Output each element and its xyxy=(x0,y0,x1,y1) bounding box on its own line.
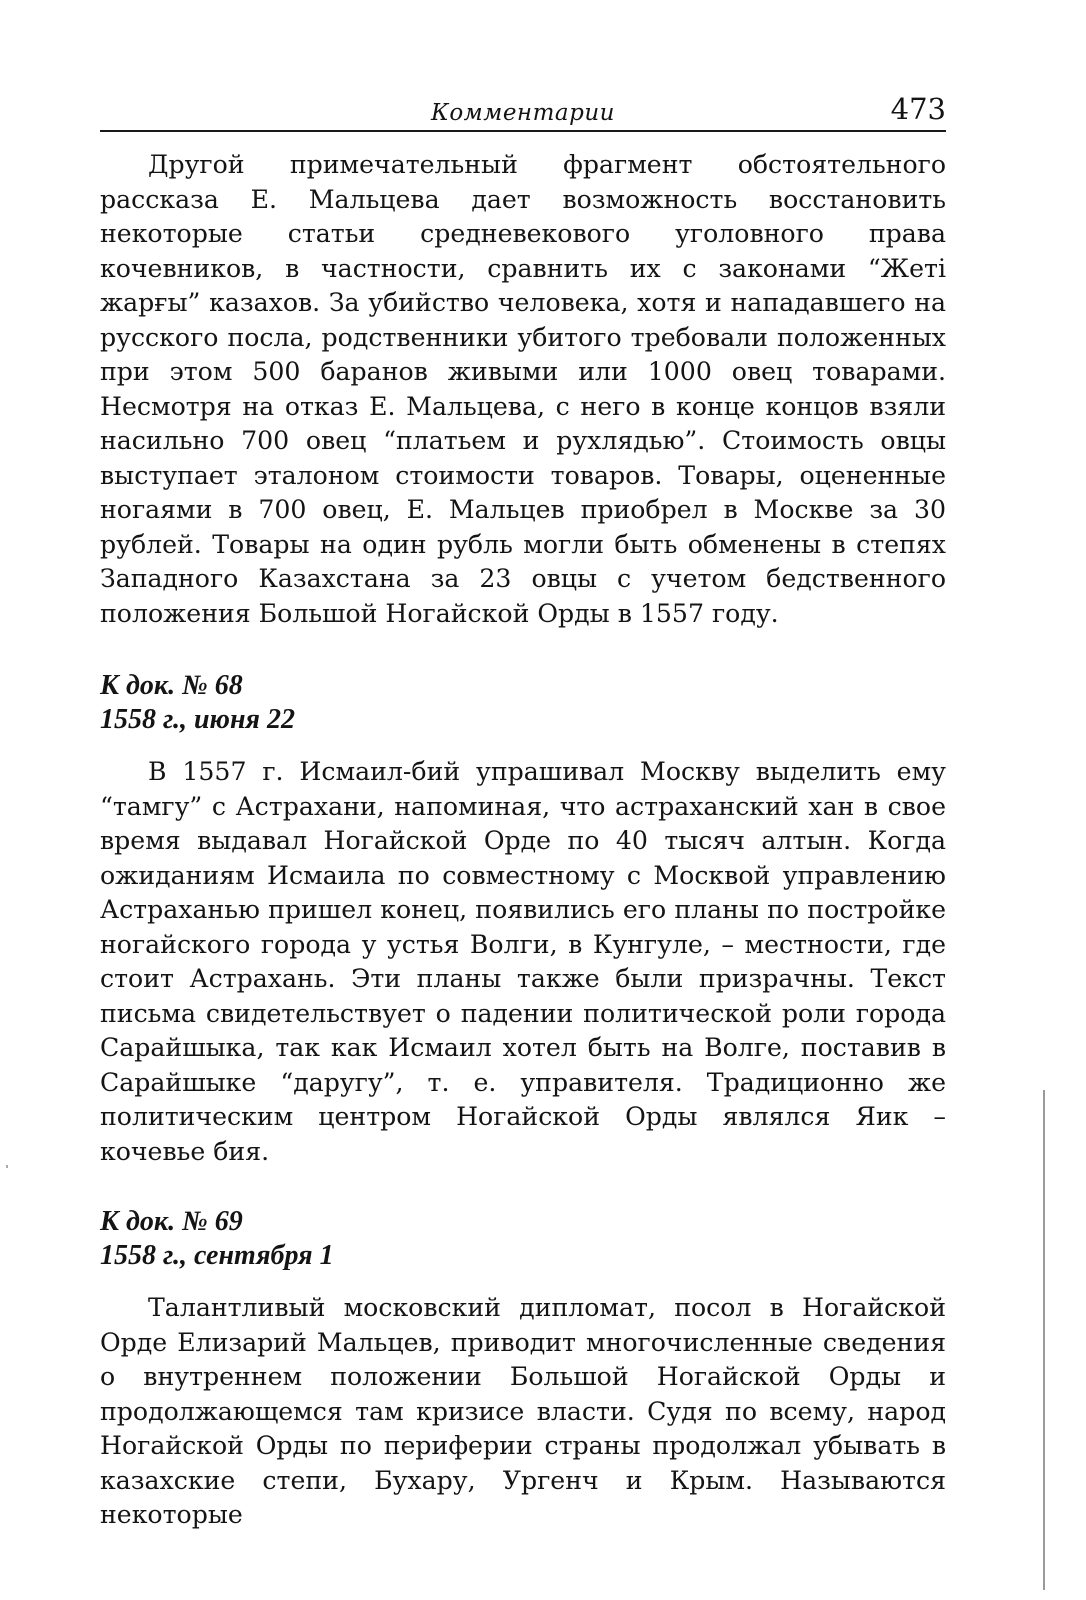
section-date-doc-69: 1558 г., сентября 1 xyxy=(100,1240,334,1271)
scan-speck xyxy=(6,1165,8,1168)
scan-edge-line xyxy=(1043,1090,1045,1590)
book-page xyxy=(100,86,946,1533)
running-header xyxy=(100,86,946,132)
section-heading-doc-69: К док. № 69 xyxy=(100,1206,243,1237)
paragraph-doc-68: В 1557 г. Исмаил-бий упрашивал Москву выделить ему “тамгу” с Астрахани, напоминая, что астраханский хан в свое время выдавал Ногайской Орде по 40 тысяч алтын. Когда ожиданиям Исмаила по совместному с Москвой управлению Астраханью пришел конец, появились его планы по постройке ногайского города у устья Волги, в Кунгуле, – местности, где стоит Астрахань. Эти планы также были призрачны. Текст письма свидетельствует о падении политической роли города Сарайшыка, так как Исмаил хотел быть на Волге, поставив в Сарайшыке “даругу”, т. е. управителя. Традиционно же политическим центром Ногайской Орды являлся Яик – кочевье бия. xyxy=(100,757,946,1166)
paragraph-intro: Другой примечательный фрагмент обстоятельного рассказа Е. Мальцева дает возможность восстановить некоторые статьи средневекового уголовного права кочевников, в частности, сравнить их с законами “Жетi жарғы” казахов. За убийство человека, хотя и нападавшего на русского посла, родственники убитого требовали положенных при этом 500 баранов живыми или 1000 овец товарами. Несмотря на отказ Е. Мальцева, с него в конце концов взяли насильно 700 овец “платьем и рухлядью”. Стоимость овцы выступает эталоном стоимости товаров. Товары, оцененные ногаями в 700 овец, Е. Мальцев приобрел в Москве за 30 рублей. Товары на один рубль могли быть обменены в степях Западного Казахстана за 23 овцы с учетом бедственного положения Большой Ногайской Орды в 1557 году. xyxy=(100,150,946,628)
section-date-doc-68: 1558 г., июня 22 xyxy=(100,704,295,735)
running-title: Комментарии xyxy=(431,100,615,126)
paragraph-doc-69: Талантливый московский дипломат, посол в Ногайской Орде Елизарий Мальцев, приводит многочисленные сведения о внутреннем положении Большой Ногайской Орды и продолжающемся там кризисе власти. Судя по всему, народ Ногайской Орды по периферии страны продолжал убывать в казахские степи, Бухару, Ургенч и Крым. Называются некоторые xyxy=(100,1293,946,1529)
page-number: 473 xyxy=(890,92,946,126)
section-heading-doc-68: К док. № 68 xyxy=(100,670,243,701)
